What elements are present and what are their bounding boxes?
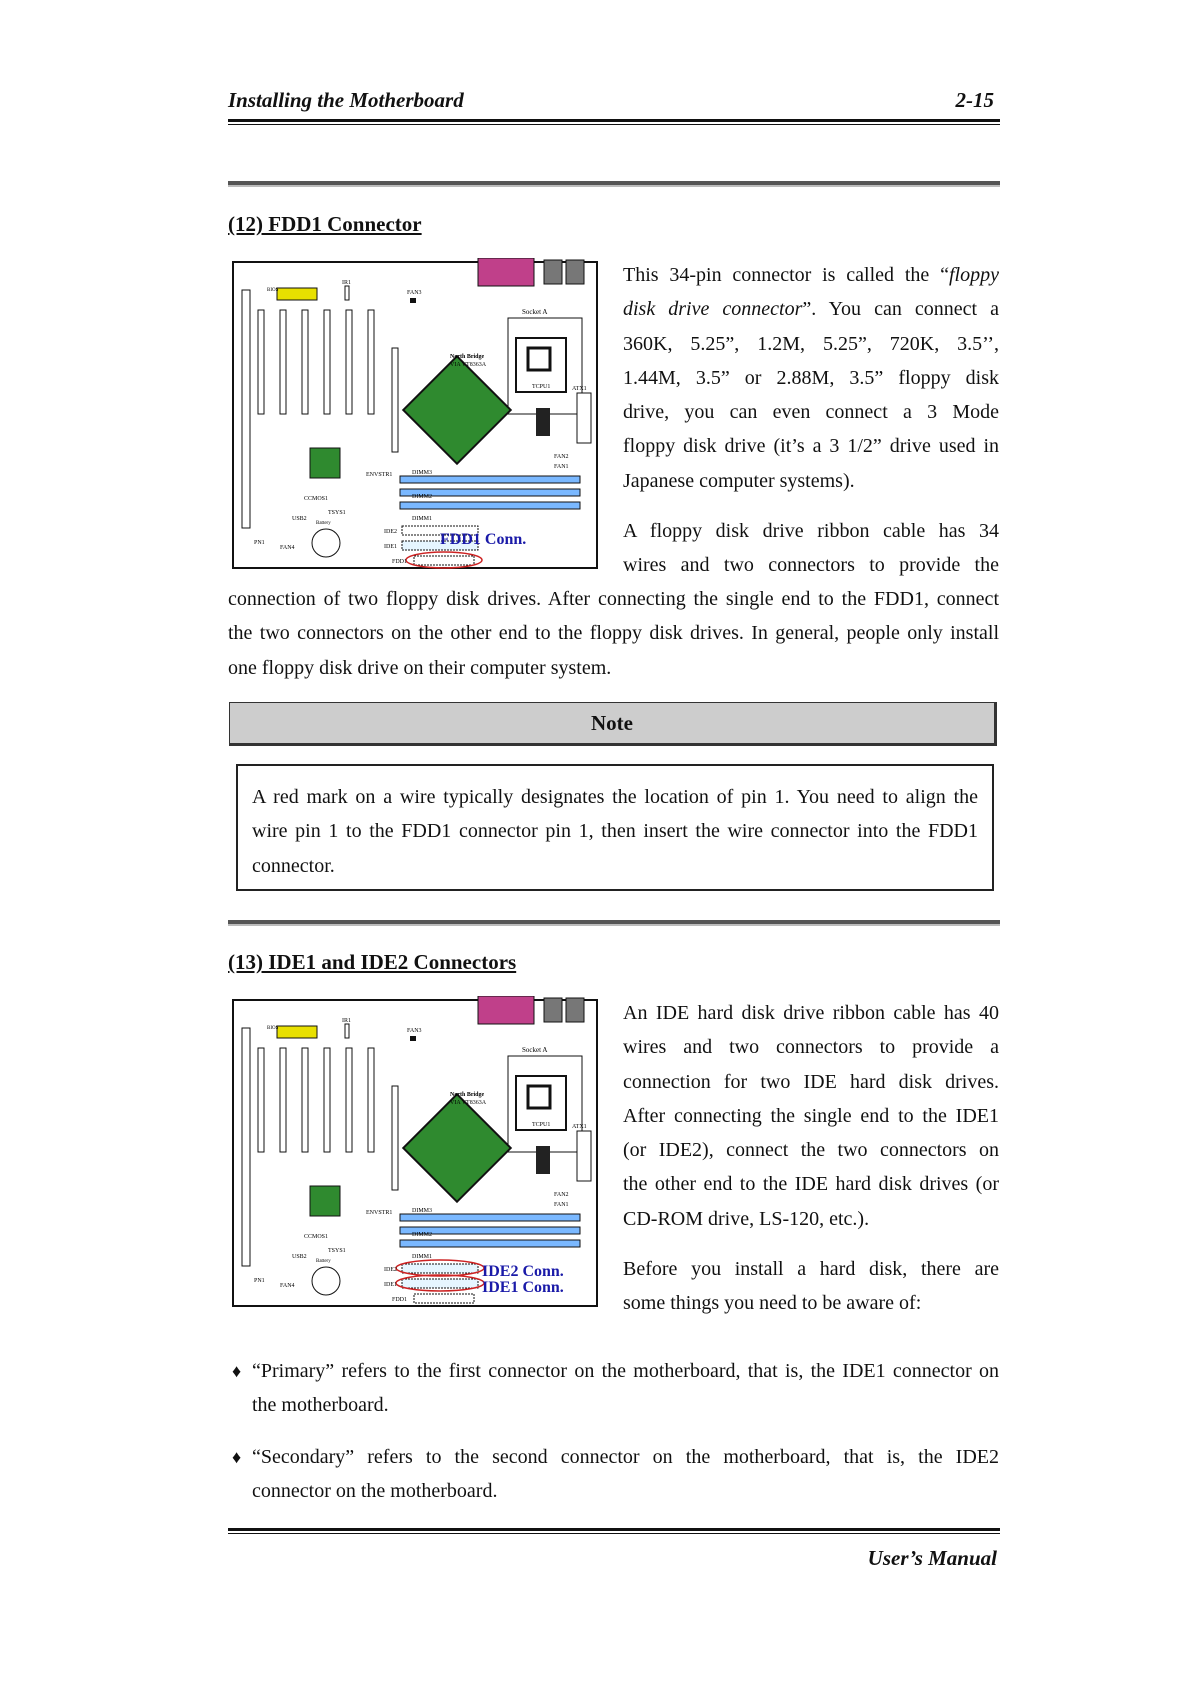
line: (or IDE2), connect the two connectors on xyxy=(623,1139,999,1162)
section-12-intro xyxy=(623,258,999,498)
footer-rule xyxy=(228,1528,1000,1531)
svg-text:IR1: IR1 xyxy=(342,280,351,286)
section-13-title: (13) IDE1 and IDE2 Connectors xyxy=(228,950,517,974)
svg-text:FAN4: FAN4 xyxy=(280,1283,295,1289)
footer-text: User’s Manual xyxy=(867,1546,997,1570)
note-line: connector. xyxy=(252,854,335,877)
svg-text:TSYS1: TSYS1 xyxy=(328,1248,346,1254)
svg-text:North Bridge: North Bridge xyxy=(450,1092,485,1098)
line: the motherboard. xyxy=(252,1394,389,1417)
svg-text:BIOS: BIOS xyxy=(267,1026,279,1031)
line: floppy disk drive (it’s a 3 1/2” drive used in xyxy=(623,435,999,458)
svg-text:FAN1: FAN1 xyxy=(554,1202,569,1208)
line: disk drive connector”. You can connect a xyxy=(623,298,999,321)
svg-text:ENVSTR1: ENVSTR1 xyxy=(366,1210,393,1216)
svg-text:ATX1: ATX1 xyxy=(572,386,587,392)
line: some things you need to be aware of: xyxy=(623,1292,922,1315)
header-rule xyxy=(228,119,1000,122)
svg-text:VIA VT8363A: VIA VT8363A xyxy=(450,362,487,368)
svg-text:FDD1: FDD1 xyxy=(392,1297,408,1303)
svg-text:FDD1: FDD1 xyxy=(392,559,408,565)
section-divider xyxy=(228,920,1000,926)
svg-text:FAN2: FAN2 xyxy=(554,454,569,460)
ide1-callout: IDE1 Conn. xyxy=(482,1279,564,1296)
fdd1-callout: FDD1 Conn. xyxy=(440,531,527,548)
svg-text:TCPU1: TCPU1 xyxy=(532,1122,551,1128)
line: connection for two IDE hard disk drives. xyxy=(623,1070,999,1093)
line: “Primary” refers to the first connector on the motherboard, that is, the IDE1 connector on xyxy=(252,1360,999,1382)
svg-text:North Bridge: North Bridge xyxy=(450,354,485,360)
bullet-primary xyxy=(232,1354,999,1423)
header-title: Installing the Motherboard xyxy=(228,88,464,112)
section-13-para2 xyxy=(623,1252,999,1321)
diamond-bullet-icon: ♦ xyxy=(232,1361,242,1381)
svg-text:FAN1: FAN1 xyxy=(554,464,569,470)
svg-text:IDE1: IDE1 xyxy=(384,1282,397,1288)
svg-text:Battery: Battery xyxy=(316,521,331,526)
line: the other end to the IDE hard disk drives (or xyxy=(623,1173,999,1196)
line: An IDE hard disk drive ribbon cable has 40 xyxy=(623,1002,999,1024)
note-line: wire pin 1 to the FDD1 connector pin 1, then insert the wire connector into the FDD1 xyxy=(252,820,978,843)
header-page-number: 2-15 xyxy=(955,88,994,112)
diamond-bullet-icon: ♦ xyxy=(232,1447,242,1467)
section-12-para2-right xyxy=(623,514,999,583)
note-heading: Note xyxy=(229,702,997,746)
motherboard-diagram-fdd xyxy=(232,258,599,570)
parallel-port-icon xyxy=(478,258,534,286)
line: connector on the motherboard. xyxy=(252,1480,498,1503)
footer-rule-thin xyxy=(228,1533,1000,1534)
line: connection of two floppy disk drives. After connecting the single end to the FDD1, connect xyxy=(228,588,999,610)
svg-text:CCMOS1: CCMOS1 xyxy=(304,496,329,502)
svg-text:TSYS1: TSYS1 xyxy=(328,510,346,516)
svg-text:DIMM3: DIMM3 xyxy=(412,1208,433,1214)
line: wires and two connectors to provide the xyxy=(623,554,999,577)
ide2-callout: IDE2 Conn. xyxy=(482,1263,564,1280)
line: CD-ROM drive, LS-120, etc.). xyxy=(623,1207,870,1230)
line: After connecting the single end to the IDE1 xyxy=(623,1104,999,1127)
section-13-intro xyxy=(623,996,999,1236)
svg-text:DIMM1: DIMM1 xyxy=(412,516,433,522)
line: Japanese computer systems). xyxy=(623,469,855,492)
svg-text:PN1: PN1 xyxy=(254,540,265,546)
svg-text:USB2: USB2 xyxy=(292,516,307,522)
svg-text:IDE1: IDE1 xyxy=(384,544,397,550)
svg-text:IDE2: IDE2 xyxy=(384,1267,397,1273)
svg-text:DIMM2: DIMM2 xyxy=(412,1232,433,1238)
svg-text:IR1: IR1 xyxy=(342,1018,351,1024)
svg-text:Battery: Battery xyxy=(316,1259,331,1264)
line: “Secondary” refers to the second connector on the motherboard, that is, the IDE2 xyxy=(252,1446,999,1468)
svg-text:ENVSTR1: ENVSTR1 xyxy=(366,472,393,478)
svg-text:TCPU1: TCPU1 xyxy=(532,384,551,390)
line: 1.44M, 3.5” or 2.88M, 3.5” floppy disk xyxy=(623,366,999,389)
svg-text:IDE2: IDE2 xyxy=(384,529,397,535)
svg-text:PN1: PN1 xyxy=(254,1278,265,1284)
section-divider xyxy=(228,181,1000,187)
line: the two connectors on the other end to the floppy disk drives. In general, people only install xyxy=(228,622,999,645)
note-line: A red mark on a wire typically designates the location of pin 1. You need to align the xyxy=(252,786,978,808)
bullet-secondary xyxy=(232,1440,999,1509)
svg-text:FAN3: FAN3 xyxy=(407,290,422,296)
line: wires and two connectors to provide a xyxy=(623,1036,999,1059)
svg-text:USB2: USB2 xyxy=(292,1254,307,1260)
section-12-para2-full xyxy=(228,582,999,685)
svg-text:BIOS: BIOS xyxy=(267,288,279,293)
svg-text:DIMM1: DIMM1 xyxy=(412,1254,433,1260)
motherboard-diagram-ide xyxy=(232,996,599,1308)
svg-text:FAN3: FAN3 xyxy=(407,1028,422,1034)
section-12-title: (12) FDD1 Connector xyxy=(228,212,422,236)
parallel-port-icon xyxy=(478,996,534,1024)
line: one floppy disk drive on their computer system. xyxy=(228,656,612,679)
svg-text:Socket A: Socket A xyxy=(522,308,548,316)
header-rule-thin xyxy=(228,124,1000,125)
svg-text:DIMM3: DIMM3 xyxy=(412,470,433,476)
svg-text:DIMM2: DIMM2 xyxy=(412,494,433,500)
line: A floppy disk drive ribbon cable has 34 xyxy=(623,520,999,542)
note-box xyxy=(236,764,994,891)
line: drive, you can even connect a 3 Mode xyxy=(623,401,999,424)
svg-text:ATX1: ATX1 xyxy=(572,1124,587,1130)
svg-text:CCMOS1: CCMOS1 xyxy=(304,1234,329,1240)
svg-text:VIA VT8363A: VIA VT8363A xyxy=(450,1100,487,1106)
line: 360K, 5.25”, 1.2M, 5.25”, 720K, 3.5’’, xyxy=(623,332,999,355)
line: This 34-pin connector is called the “floppy xyxy=(623,264,999,286)
svg-text:FAN2: FAN2 xyxy=(554,1192,569,1198)
svg-text:Socket A: Socket A xyxy=(522,1046,548,1054)
svg-text:FAN4: FAN4 xyxy=(280,545,295,551)
line: Before you install a hard disk, there are xyxy=(623,1258,999,1280)
